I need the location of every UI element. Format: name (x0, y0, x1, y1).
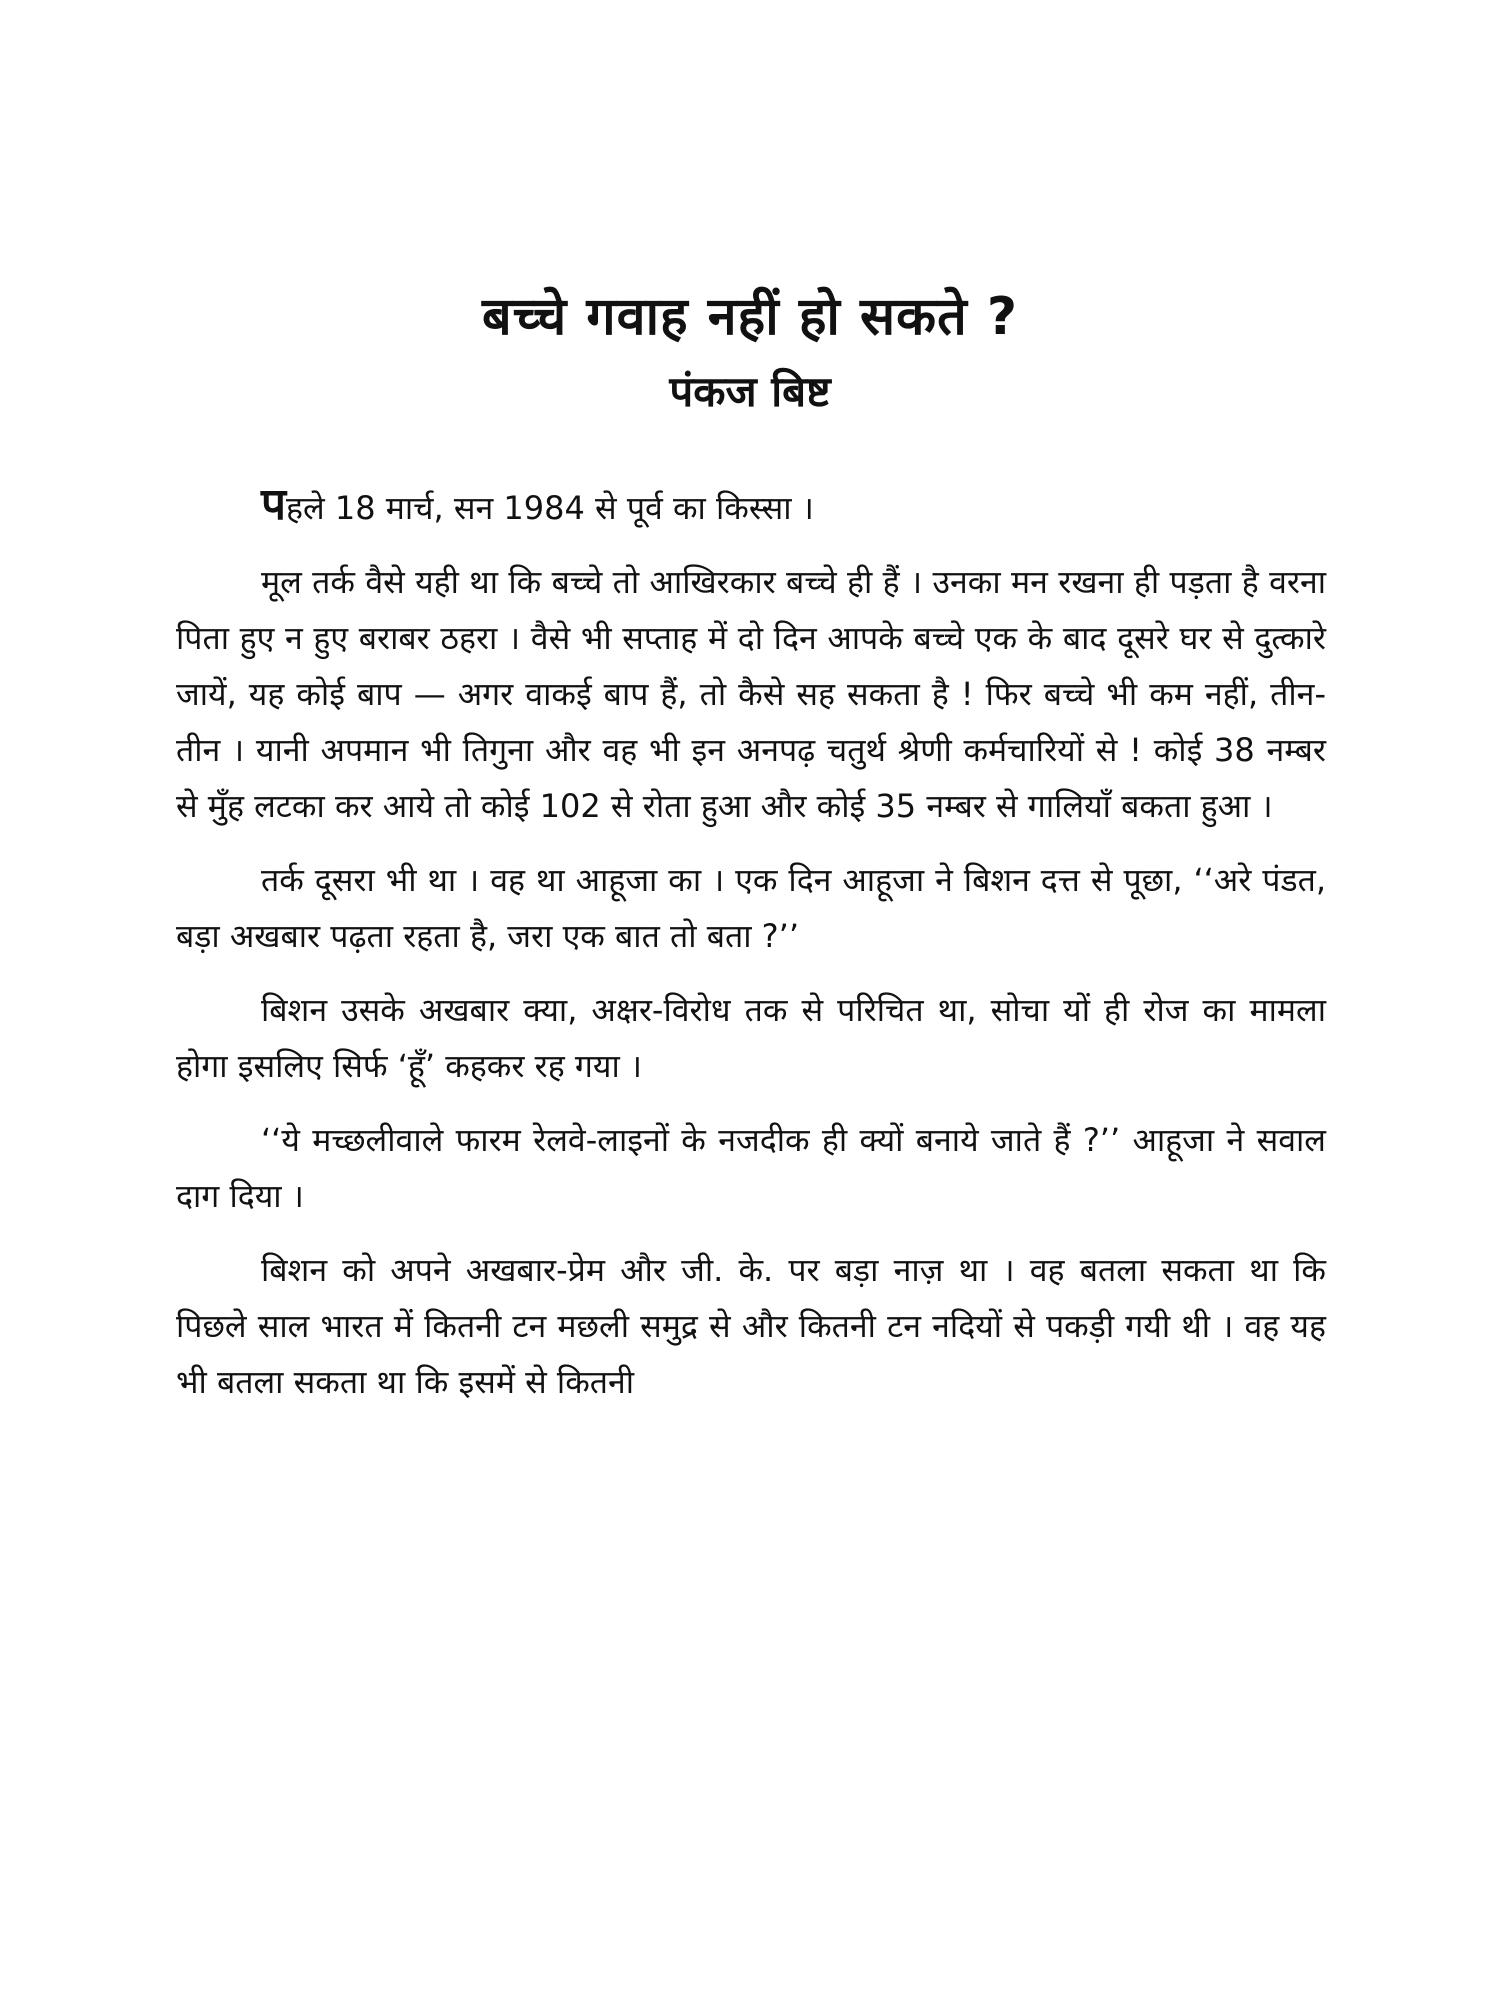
opening-paragraph (176, 480, 1326, 536)
opening-paragraph-text: हले 18 मार्च, सन 1984 से पूर्व का किस्सा । (286, 489, 814, 527)
paragraph: तर्क दूसरा भी था । वह था आहूजा का । एक दिन आहूजा ने बिशन दत्त से पूछा, ‘‘अरे पंडत, बड़ा अखबार पढ़ता रहता है, जरा एक बात तो बता ?’’ (176, 861, 1326, 955)
paragraph: बिशन को अपने अखबार-प्रेम और जी. के. पर बड़ा नाज़ था । वह बतला सकता था कि पिछले साल भारत में कितनी टन मछली समुद्र से और कितनी टन नदियों से पकड़ी गयी थी । वह यह भी बतला सकता था कि इसमें से कितनी (176, 1251, 1326, 1401)
author-name: पंकज बिष्ट (669, 367, 831, 416)
paragraph: ‘‘ये मच्छलीवाले फारम रेलवे-लाइनों के नजदीक ही क्यों बनाये जाते हैं ?’’ आहूजा ने सवाल दाग दिया । (176, 1121, 1326, 1215)
paragraph: बिशन उसके अखबार क्या, अक्षर-विरोध तक से परिचित था, सोचा यों ही रोज का मामला होगा इसलिए सिर्फ ‘हूँ’ कहकर रह गया । (176, 991, 1326, 1085)
story-body (176, 480, 1326, 1428)
paragraph: मूल तर्क वैसे यही था कि बच्चे तो आखिरकार बच्चे ही हैं । उनका मन रखना ही पड़ता है वरना पिता हुए न हुए बराबर ठहरा । वैसे भी सप्ताह में दो दिन आपके बच्चे एक के बाद दूसरे घर से दुत्कारे जायें, यह कोई बाप — अगर वाकई बाप हैं, तो कैसे सह सकता है ! फिर बच्चे भी कम नहीं, तीन-तीन । यानी अपमान भी तिगुना और वह भी इन अनपढ़ चतुर्थ श्रेणी कर्मचारियों से ! कोई 38 नम्बर से मुँह लटका कर आये तो कोई 102 से रोता हुआ और कोई 35 नम्बर से गालियाँ बकता हुआ । (176, 563, 1326, 825)
story-title: बच्चे गवाह नहीं हो सकते ? (481, 287, 1018, 347)
drop-cap: प (261, 479, 286, 530)
